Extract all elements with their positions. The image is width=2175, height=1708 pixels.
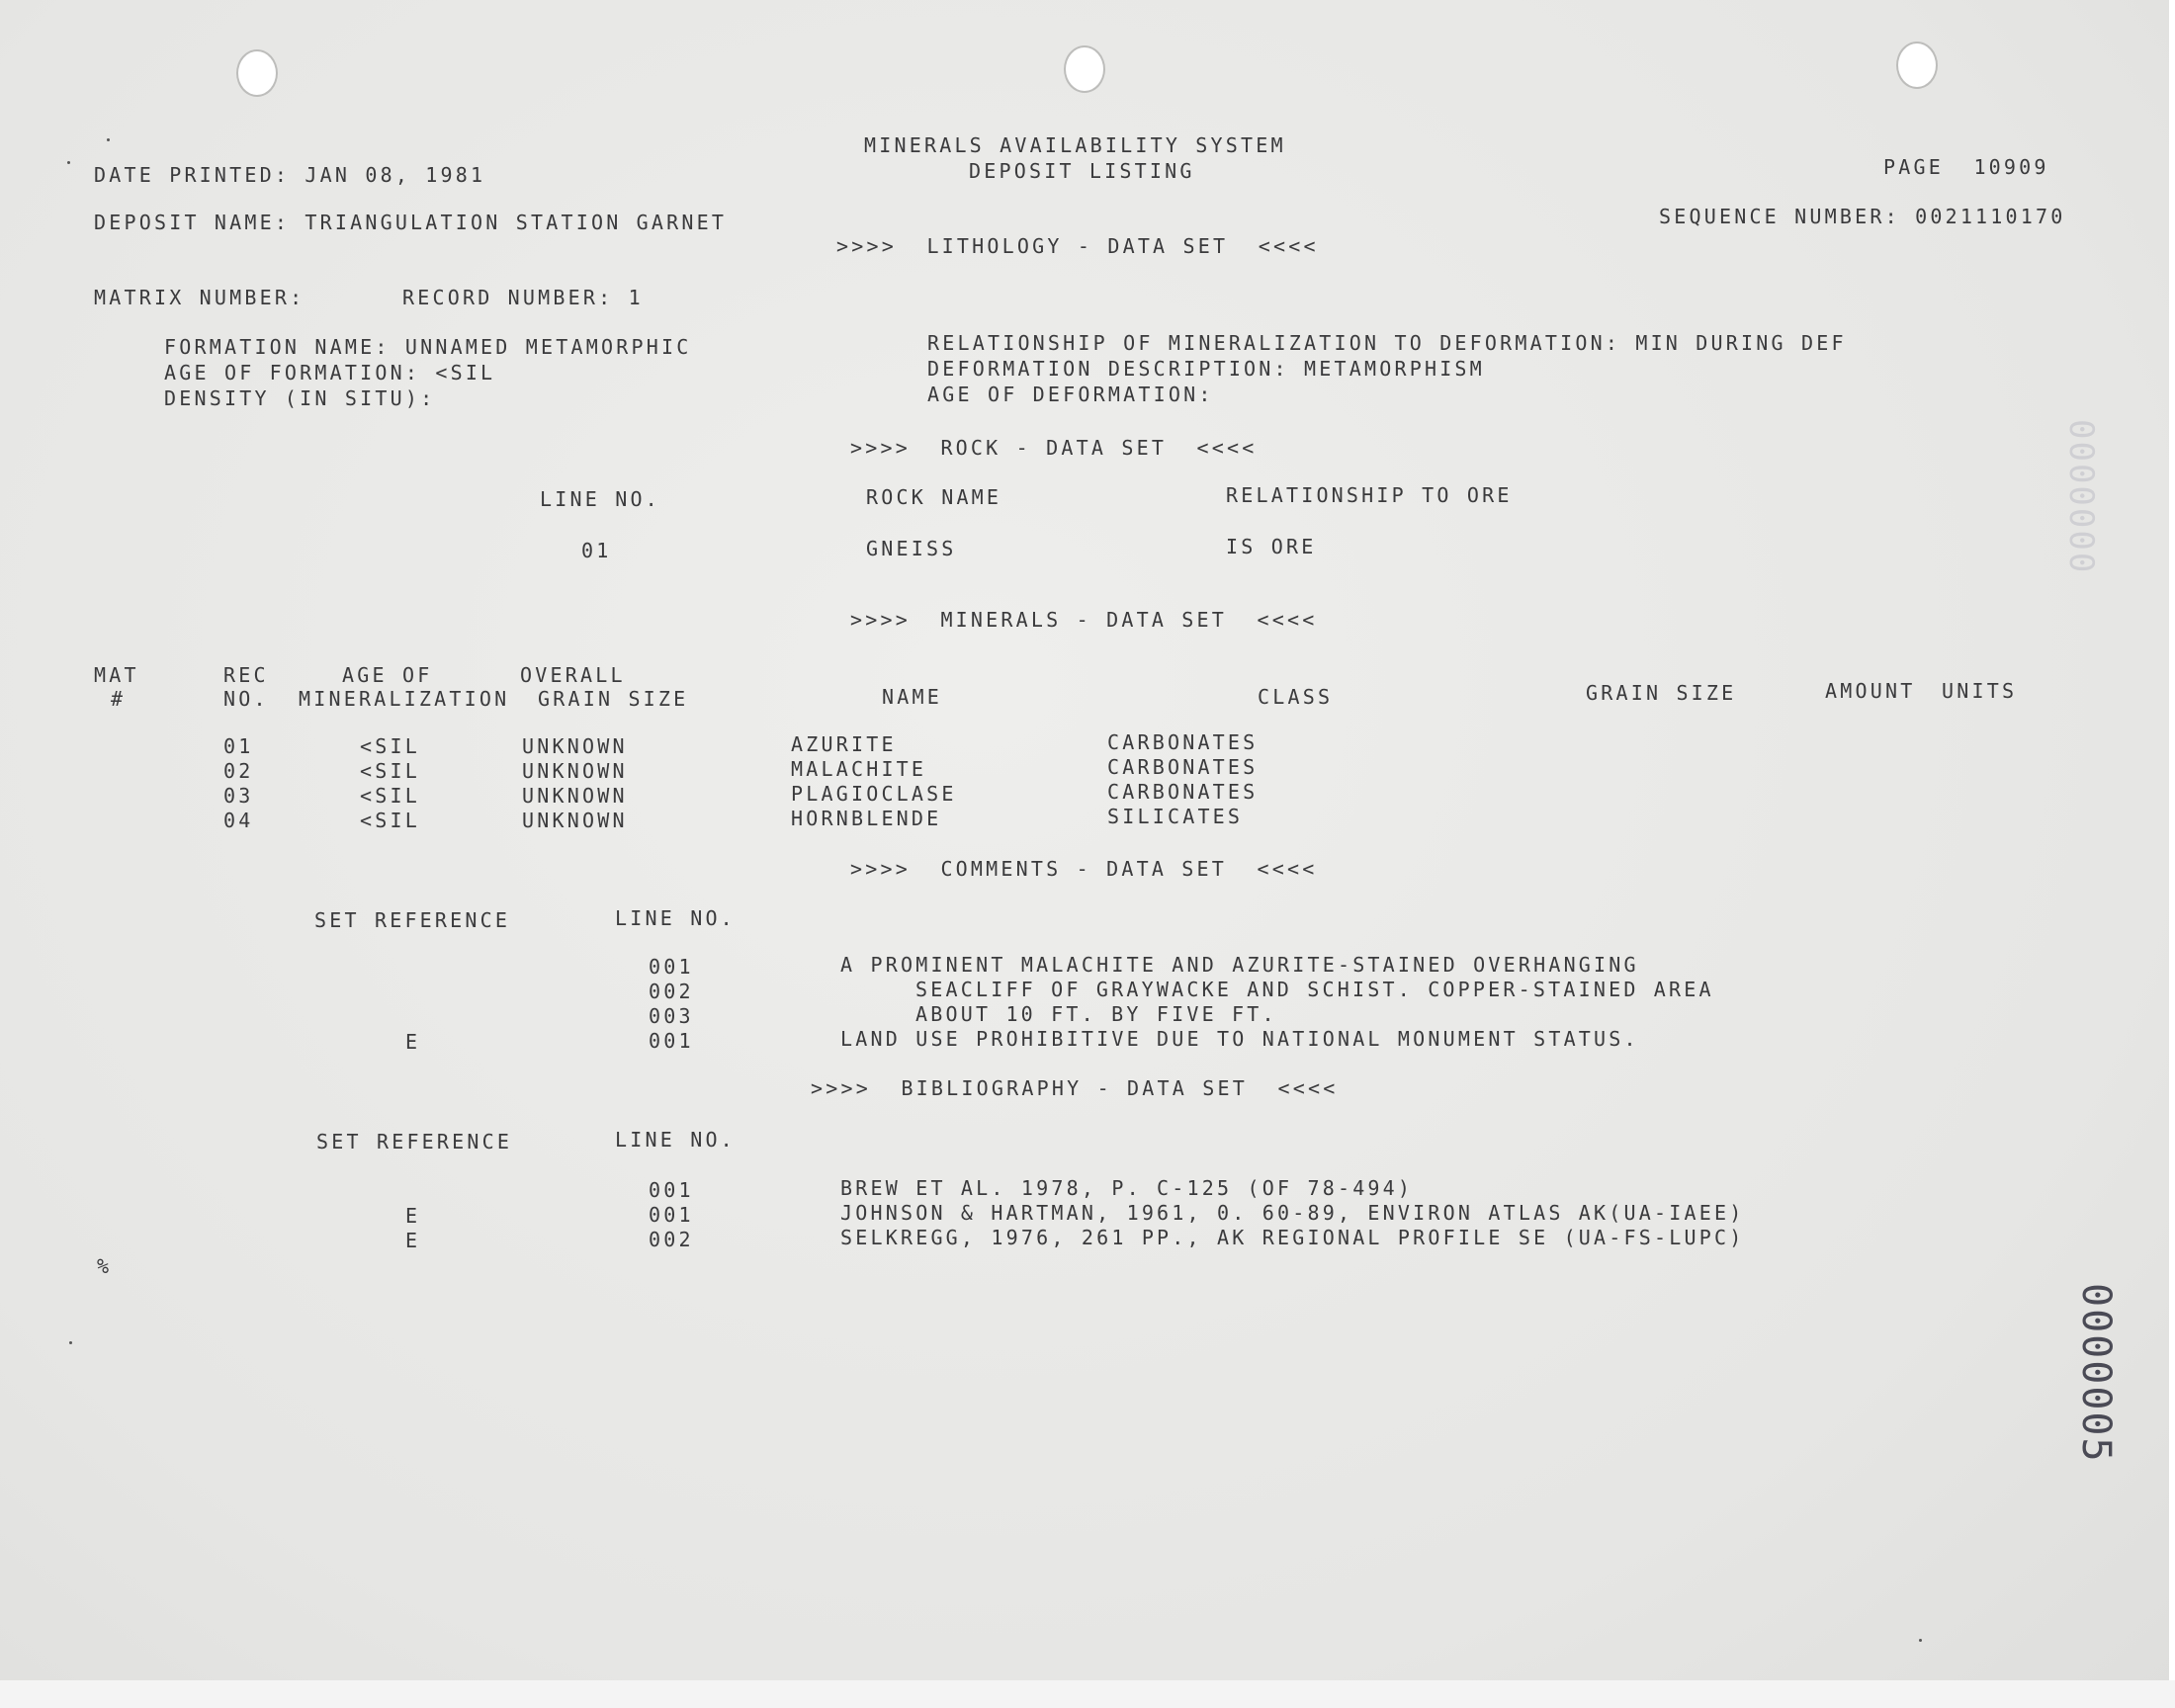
minerals-col-age-of: AGE OF	[342, 663, 433, 687]
mineral-row-rec: 04	[223, 809, 254, 832]
mineral-row-name: AZURITE	[791, 732, 897, 756]
minerals-col-class: CLASS	[1258, 685, 1334, 709]
mineral-row-class: CARBONATES	[1107, 780, 1259, 804]
minerals-col-mineralization: MINERALIZATION	[299, 687, 510, 711]
mineral-row-grain: UNKNOWN	[522, 784, 628, 808]
page-number: PAGE 10909	[1883, 155, 2049, 179]
mineral-row-rec: 03	[223, 784, 254, 808]
comment-line-no: 001	[649, 955, 694, 979]
bibliography-entry: BREW ET AL. 1978, P. C-125 (OF 78-494)	[840, 1176, 1414, 1200]
comment-text: ABOUT 10 FT. BY FIVE FT.	[915, 1002, 1277, 1026]
bibliography-col-set-reference: SET REFERENCE	[316, 1130, 513, 1153]
deposit-name: DEPOSIT NAME: TRIANGULATION STATION GARNET	[94, 211, 728, 234]
bibliography-line-no: 002	[649, 1228, 694, 1251]
mineral-row-name: MALACHITE	[791, 757, 927, 781]
speck	[1919, 1639, 1922, 1642]
deformation-description: DEFORMATION DESCRIPTION: METAMORPHISM	[927, 357, 1485, 381]
record-number: RECORD NUMBER: 1	[402, 286, 644, 309]
rock-row-name: GNEISS	[866, 537, 957, 560]
scan-edge-right	[2169, 0, 2175, 1708]
comment-line-no: 003	[649, 1004, 694, 1028]
minerals-col-grain-size: GRAIN SIZE	[538, 687, 689, 711]
comment-line-no: 002	[649, 980, 694, 1003]
punch-hole-right	[1896, 42, 1938, 89]
rock-col-relationship: RELATIONSHIP TO ORE	[1226, 483, 1513, 507]
lithology-heading: >>>> LITHOLOGY - DATA SET <<<<	[836, 234, 1319, 258]
rock-col-line-no: LINE NO.	[540, 487, 660, 511]
minerals-col-units: UNITS	[1942, 679, 2018, 703]
minerals-col-rec: REC	[223, 663, 269, 687]
matrix-number: MATRIX NUMBER:	[94, 286, 305, 309]
density-in-situ: DENSITY (IN SITU):	[164, 386, 436, 410]
end-of-record-mark: %	[97, 1254, 113, 1278]
minerals-col-amount: AMOUNT	[1825, 679, 1916, 703]
minerals-col-name: NAME	[882, 685, 942, 709]
comments-col-line-no: LINE NO.	[615, 906, 736, 930]
minerals-col-grain-size-2: GRAIN SIZE	[1586, 681, 1737, 705]
comment-line-no: 001	[649, 1029, 694, 1053]
mineral-row-rec: 01	[223, 734, 254, 758]
faded-microfilm-stamp: 0000000	[2061, 419, 2101, 575]
rock-heading: >>>> ROCK - DATA SET <<<<	[850, 436, 1258, 460]
speck	[69, 1341, 72, 1344]
minerals-col-mat-hash: #	[111, 687, 127, 711]
bibliography-heading: >>>> BIBLIOGRAPHY - DATA SET <<<<	[811, 1076, 1339, 1100]
punch-hole-left	[236, 49, 278, 97]
sequence-number: SEQUENCE NUMBER: 0021110170	[1659, 205, 2066, 228]
age-of-deformation: AGE OF DEFORMATION:	[927, 383, 1214, 406]
minerals-col-mat: MAT	[94, 663, 139, 687]
mineral-row-class: CARBONATES	[1107, 730, 1259, 754]
mineral-row-grain: UNKNOWN	[522, 759, 628, 783]
bibliography-line-no: 001	[649, 1178, 694, 1202]
mineral-row-class: CARBONATES	[1107, 755, 1259, 779]
comments-heading: >>>> COMMENTS - DATA SET <<<<	[850, 857, 1318, 881]
bibliography-set-ref: E	[405, 1204, 421, 1228]
mineral-row-rec: 02	[223, 759, 254, 783]
mineral-row-age: <SIL	[360, 809, 420, 832]
listing-subtitle: DEPOSIT LISTING	[969, 159, 1195, 183]
mineral-row-grain: UNKNOWN	[522, 734, 628, 758]
bibliography-col-line-no: LINE NO.	[615, 1128, 736, 1152]
date-printed: DATE PRINTED: JAN 08, 1981	[94, 163, 486, 187]
formation-name: FORMATION NAME: UNNAMED METAMORPHIC	[164, 335, 692, 359]
bibliography-set-ref: E	[405, 1229, 421, 1252]
comment-text: SEACLIFF OF GRAYWACKE AND SCHIST. COPPER-STAINED AREA	[915, 978, 1714, 1001]
rock-row-relationship: IS ORE	[1226, 535, 1317, 558]
bibliography-line-no: 001	[649, 1203, 694, 1227]
mineral-row-age: <SIL	[360, 734, 420, 758]
bibliography-entry: SELKREGG, 1976, 261 PP., AK REGIONAL PROFILE SE (UA-FS-LUPC)	[840, 1226, 1745, 1249]
mineral-row-age: <SIL	[360, 759, 420, 783]
scan-edge-bottom	[0, 1680, 2175, 1708]
speck	[67, 161, 70, 164]
comment-set-ref: E	[405, 1030, 421, 1054]
comment-text: A PROMINENT MALACHITE AND AZURITE-STAINED OVERHANGING	[840, 953, 1639, 977]
minerals-heading: >>>> MINERALS - DATA SET <<<<	[850, 608, 1318, 632]
system-title: MINERALS AVAILABILITY SYSTEM	[864, 133, 1286, 157]
comment-text: LAND USE PROHIBITIVE DUE TO NATIONAL MONUMENT STATUS.	[840, 1027, 1639, 1051]
mineral-row-age: <SIL	[360, 784, 420, 808]
speck	[107, 138, 110, 141]
bibliography-entry: JOHNSON & HARTMAN, 1961, 0. 60-89, ENVIRON ATLAS AK(UA-IAEE)	[840, 1201, 1745, 1225]
minerals-col-overall: OVERALL	[520, 663, 626, 687]
mineral-row-name: PLAGIOCLASE	[791, 782, 957, 806]
mineral-row-class: SILICATES	[1107, 805, 1244, 828]
mineral-row-name: HORNBLENDE	[791, 807, 942, 830]
rock-row-line: 01	[581, 539, 612, 562]
microfilm-frame-number: 0000005	[2073, 1283, 2119, 1464]
rock-col-rock-name: ROCK NAME	[866, 485, 1002, 509]
comments-col-set-reference: SET REFERENCE	[314, 908, 511, 932]
age-of-formation: AGE OF FORMATION: <SIL	[164, 361, 496, 384]
mineralization-deformation-relationship: RELATIONSHIP OF MINERALIZATION TO DEFORMATION: MIN DURING DEF	[927, 331, 1847, 355]
punch-hole-center	[1064, 45, 1105, 93]
mineral-row-grain: UNKNOWN	[522, 809, 628, 832]
minerals-col-rec-no: NO.	[223, 687, 269, 711]
